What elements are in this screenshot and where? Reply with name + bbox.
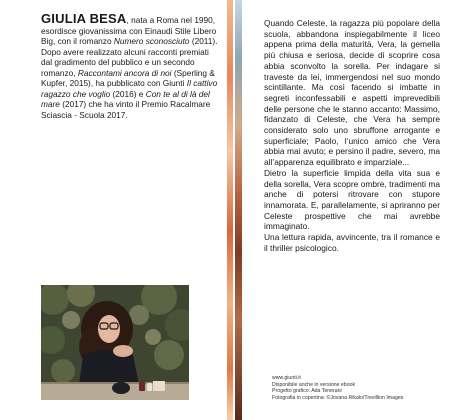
blurb-paragraph-2: Dietro la superficie limpida della vita sua e della sorella, Vera scopre ombre, tradimenti ma anche di potersi ritrovare con stupore innamorata. E, parallelamente, si apriranno per Celeste prospettive che mai avrebbe immaginato. bbox=[264, 167, 440, 232]
photo-credit: Fotografia in copertina: ©Jovana Rikalo/Trevillion Images bbox=[272, 394, 404, 401]
bio-book-1: Numero sconosciuto bbox=[113, 36, 190, 46]
design-credit: Progetto grafico: Ada Tenerani bbox=[272, 388, 342, 395]
author-photo bbox=[41, 285, 189, 400]
right-flap bbox=[250, 0, 464, 420]
bio-text-5: (2017) che ha vinto il Premio Racalmare Sciascia - Scuola 2017. bbox=[41, 99, 211, 120]
spine-stripe-warm bbox=[227, 0, 233, 420]
publisher-credits bbox=[272, 375, 462, 401]
blurb-paragraph-1: Quando Celeste, la ragazza più popolare della scuola, abbandona inspiegabilmente il liceo appena prima della maturità, Vera, la gemella più chiusa e seriosa, decide di scoprire cosa abbia sconvolto la sorella. Per indagare si traveste da lei, immergendosi nel suo mondo scintillante. Ma così facendo si imbatte in segreti inconfessabili e aspetti imprevedibili delle persone che le stanno accanto: Massimo, fidanzato di Celeste, che Vera ha sempre considerato solo uno sbruffone arrogante e superficiale; Paolo, l’unico amico che Vera abbia mai avuto; e persino il padre, severo, ma all’apparenza equilibrato e imparziale... bbox=[264, 18, 440, 168]
author-bio bbox=[41, 11, 221, 120]
bio-book-2: Raccontami ancora di noi bbox=[77, 67, 172, 78]
ebook-note: Disponibile anche in versione ebook bbox=[272, 381, 356, 388]
bio-book-4: Con te al di là del mare bbox=[41, 88, 210, 109]
spine-stripe-dark bbox=[235, 0, 242, 420]
bio-text-1: , nata a Roma nel 1990, esordisce giovanissima con Einaudi Stile Libero Big, con il romanzo bbox=[41, 15, 217, 46]
book-blurb bbox=[264, 18, 440, 253]
bio-text-2: (2011). Dopo avere realizzato alcuni racconti premiati dal gradimento del pubblico e un secondo romanzo, bbox=[41, 36, 218, 78]
left-flap bbox=[0, 0, 226, 420]
blurb-paragraph-3: Una lettura rapida, avvincente, tra il romance e il thriller psicologico. bbox=[264, 232, 440, 253]
bio-book-3: Il cattivo ragazzo che voglio bbox=[41, 78, 218, 99]
author-name: GIULIA BESA bbox=[41, 11, 127, 26]
publisher-url: www.giunti.it bbox=[272, 375, 301, 381]
bio-text-3: (Sperling & Kupfer, 2015), ha pubblicato con Giunti bbox=[41, 67, 215, 88]
bio-text-4: (2016) e bbox=[110, 88, 146, 99]
